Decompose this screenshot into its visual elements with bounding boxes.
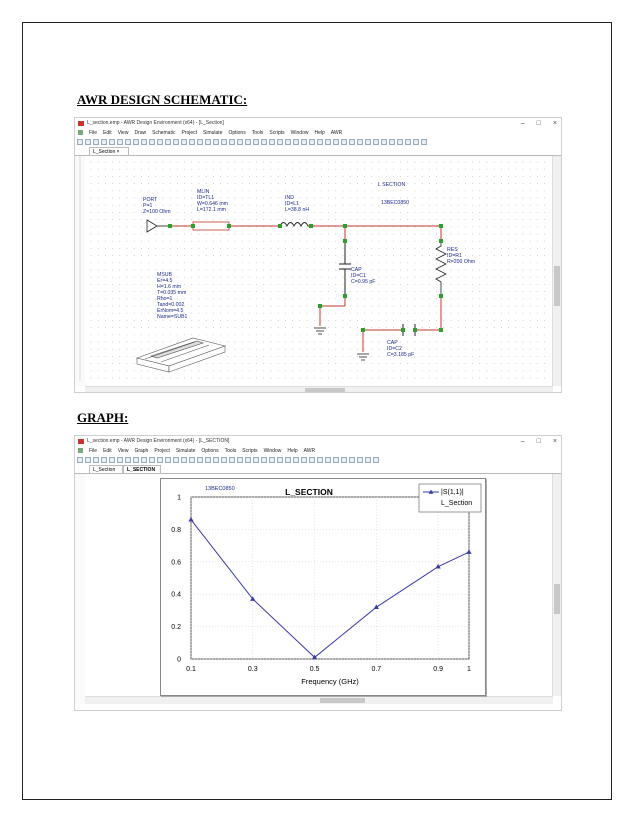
close-button[interactable]: × xyxy=(552,438,557,445)
toolbar-button-icon[interactable] xyxy=(189,139,195,145)
toolbar-button-icon[interactable] xyxy=(389,139,395,145)
menu-bar xyxy=(75,447,561,455)
mlin-label-line: W=0.646 mm xyxy=(197,201,228,207)
toolbar-button-icon[interactable] xyxy=(261,139,267,145)
toolbar-button-icon[interactable] xyxy=(141,457,147,463)
toolbar-button-icon[interactable] xyxy=(277,139,283,145)
toolbar-button-icon[interactable] xyxy=(317,457,323,463)
tab-label: L_SECTION xyxy=(127,467,156,473)
toolbar-button-icon[interactable] xyxy=(293,139,299,145)
menu-item-schematic[interactable]: Schematic xyxy=(152,130,176,136)
toolbar-button-icon[interactable] xyxy=(245,139,251,145)
maximize-button[interactable]: □ xyxy=(536,438,541,445)
toolbar-button-icon[interactable] xyxy=(189,457,195,463)
toolbar-button-icon[interactable] xyxy=(109,457,115,463)
menu-item-view[interactable]: View xyxy=(117,448,129,454)
toolbar-button-icon[interactable] xyxy=(405,139,411,145)
mlin-component[interactable] xyxy=(193,222,229,230)
toolbar-button-icon[interactable] xyxy=(253,457,259,463)
menu-item-tools[interactable]: Tools xyxy=(224,448,237,454)
menu-item-file[interactable]: File xyxy=(89,448,98,454)
toolbar-button-icon[interactable] xyxy=(165,139,171,145)
x-tick-label: 0.1 xyxy=(186,666,196,673)
capacitor-c2-label xyxy=(387,340,414,358)
toolbar-button-icon[interactable] xyxy=(125,457,131,463)
menu-item-help[interactable]: Help xyxy=(287,448,298,454)
toolbar-button-icon[interactable] xyxy=(341,139,347,145)
tab-strip xyxy=(75,465,561,474)
inductor-label xyxy=(285,195,309,213)
toolbar-button-icon[interactable] xyxy=(125,139,131,145)
toolbar-button-icon[interactable] xyxy=(261,457,267,463)
menu-item-file[interactable]: File xyxy=(89,130,98,136)
toolbar-button-icon[interactable] xyxy=(269,139,275,145)
toolbar xyxy=(75,455,561,465)
horizontal-scrollbar[interactable] xyxy=(85,386,553,393)
ground-symbol xyxy=(314,328,326,334)
toolbar-button-icon[interactable] xyxy=(213,457,219,463)
toolbar-button-icon[interactable] xyxy=(285,457,291,463)
mlin-label-line: ID=TL1 xyxy=(197,195,215,201)
toolbar-button-icon[interactable] xyxy=(85,457,91,463)
menu-item-tools[interactable]: Tools xyxy=(251,130,264,136)
minimize-button[interactable]: – xyxy=(520,438,525,445)
y-tick-label: 0 xyxy=(177,656,181,664)
scroll-thumb[interactable] xyxy=(320,698,365,703)
toolbar-button-icon[interactable] xyxy=(205,139,211,145)
toolbar-button-icon[interactable] xyxy=(197,139,203,145)
menu-item-scripts[interactable]: Scripts xyxy=(242,448,258,454)
y-tick-label: 1 xyxy=(177,494,181,502)
tab-strip xyxy=(75,147,561,156)
toolbar-button-icon[interactable] xyxy=(173,457,179,463)
toolbar-button-icon[interactable] xyxy=(349,139,355,145)
toolbar xyxy=(75,137,561,147)
document-icon xyxy=(78,130,83,135)
msub-label-line: Er=4.5 xyxy=(157,278,173,284)
scroll-thumb[interactable] xyxy=(554,584,560,614)
menu-item-awr[interactable]: AWR xyxy=(330,130,343,136)
window-controls xyxy=(509,118,557,129)
toolbar-button-icon[interactable] xyxy=(101,139,107,145)
tab-l-section[interactable]: L_Section × xyxy=(89,147,129,155)
toolbar-button-icon[interactable] xyxy=(221,139,227,145)
toolbar-button-icon[interactable] xyxy=(301,139,307,145)
legend xyxy=(419,484,481,512)
x-tick-label: 0.7 xyxy=(371,666,382,673)
tab-label: L_Section xyxy=(93,149,116,155)
msub-label xyxy=(157,272,188,320)
window-title: L_section.emp - AWR Design Environment (x64) - [L_Section] xyxy=(87,120,224,126)
toolbar-button-icon[interactable] xyxy=(149,139,155,145)
cap2-label-line: CAP xyxy=(387,340,398,346)
x-axis-label: Frequency (GHz) xyxy=(301,677,359,686)
ruler-icon xyxy=(75,156,85,386)
window-title: L_section.emp - AWR Design Environment (x64) - [L_SECTION] xyxy=(87,438,230,444)
s11-chart[interactable] xyxy=(161,479,485,695)
scroll-thumb[interactable] xyxy=(305,388,345,393)
toolbar-button-icon[interactable] xyxy=(181,139,187,145)
left-panel xyxy=(75,156,85,386)
toolbar-button-icon[interactable] xyxy=(373,457,379,463)
roll-number: 13BEC0850 xyxy=(381,200,409,206)
y-tick-label: 0.6 xyxy=(171,559,181,567)
toolbar-button-icon[interactable] xyxy=(245,457,251,463)
toolbar-button-icon[interactable] xyxy=(117,139,123,145)
menu-item-scripts[interactable]: Scripts xyxy=(269,130,285,136)
y-tick-label: 0.2 xyxy=(171,624,181,632)
toolbar-button-icon[interactable] xyxy=(133,457,139,463)
toolbar-button-icon[interactable] xyxy=(237,139,243,145)
toolbar-button-icon[interactable] xyxy=(157,139,163,145)
legend-series-subname: L_Section xyxy=(441,500,473,507)
toolbar-button-icon[interactable] xyxy=(349,457,355,463)
toolbar-button-icon[interactable] xyxy=(77,457,83,463)
menu-bar xyxy=(75,129,561,137)
menu-item-graph[interactable]: Graph xyxy=(134,448,149,454)
toolbar-button-icon[interactable] xyxy=(373,139,379,145)
cap1-label-line: CAP xyxy=(351,267,362,273)
schematic-title: L SECTION xyxy=(378,182,406,188)
wires xyxy=(170,226,441,352)
toolbar-button-icon[interactable] xyxy=(277,457,283,463)
cap2-label-line: C=3.185 pF xyxy=(387,352,415,358)
vertical-scrollbar[interactable] xyxy=(552,474,561,696)
toolbar-button-icon[interactable] xyxy=(365,457,371,463)
toolbar-button-icon[interactable] xyxy=(173,139,179,145)
toolbar-button-icon[interactable] xyxy=(229,139,235,145)
res-label-line: ID=R1 xyxy=(447,253,462,259)
left-panel xyxy=(75,474,85,704)
ground-symbol xyxy=(357,354,369,360)
toolbar-button-icon[interactable] xyxy=(237,457,243,463)
toolbar-button-icon[interactable] xyxy=(133,139,139,145)
scroll-thumb[interactable] xyxy=(554,266,560,306)
tab-l-section-graph[interactable] xyxy=(123,465,161,473)
toolbar-button-icon[interactable] xyxy=(317,139,323,145)
toolbar-button-icon[interactable] xyxy=(397,139,403,145)
schematic-canvas[interactable] xyxy=(85,156,553,386)
toolbar-button-icon[interactable] xyxy=(333,457,339,463)
menu-item-draw[interactable]: Draw xyxy=(134,130,147,136)
horizontal-scrollbar[interactable] xyxy=(85,696,553,704)
ind-label-line: ID=L1 xyxy=(285,201,299,207)
toolbar-button-icon[interactable] xyxy=(333,139,339,145)
maximize-button[interactable]: □ xyxy=(536,120,541,127)
toolbar-button-icon[interactable] xyxy=(77,139,83,145)
title-bar xyxy=(75,118,561,129)
menu-item-view[interactable]: View xyxy=(117,130,129,136)
toolbar-button-icon[interactable] xyxy=(149,457,155,463)
mlin-label xyxy=(197,189,228,213)
plot-area xyxy=(191,497,469,659)
port-symbol[interactable] xyxy=(147,220,170,232)
toolbar-button-icon[interactable] xyxy=(413,139,419,145)
x-tick-label: 0.5 xyxy=(309,666,320,673)
cap1-label-line: C=0.95 pF xyxy=(351,279,376,285)
msub-label-line: T=0.035 mm xyxy=(157,290,187,296)
ind-label-line: L=38.8 nH xyxy=(285,207,310,213)
msub-label-line: Name=SUB1 xyxy=(157,314,188,320)
capacitor-c1-symbol[interactable] xyxy=(339,241,351,296)
toolbar-button-icon[interactable] xyxy=(357,139,363,145)
tab-l-section[interactable] xyxy=(89,465,123,473)
toolbar-button-icon[interactable] xyxy=(213,139,219,145)
port-label-line: Z=100 Ohm xyxy=(143,209,171,215)
toolbar-button-icon[interactable] xyxy=(381,139,387,145)
inductor-symbol[interactable] xyxy=(280,223,311,227)
toolbar-button-icon[interactable] xyxy=(325,139,331,145)
mlin-label-line: MLIN xyxy=(197,189,210,195)
menu-item-edit[interactable]: Edit xyxy=(103,448,112,454)
menu-item-project[interactable]: Project xyxy=(181,130,198,136)
toolbar-button-icon[interactable] xyxy=(421,139,427,145)
toolbar-button-icon[interactable] xyxy=(101,457,107,463)
x-tick-label: 0.9 xyxy=(433,666,443,673)
toolbar-button-icon[interactable] xyxy=(205,457,211,463)
menu-item-simulate[interactable]: Simulate xyxy=(203,130,223,136)
node-markers xyxy=(168,224,443,332)
toolbar-button-icon[interactable] xyxy=(341,457,347,463)
app-icon xyxy=(78,439,84,444)
toolbar-button-icon[interactable] xyxy=(229,457,235,463)
toolbar-button-icon[interactable] xyxy=(141,139,147,145)
toolbar-button-icon[interactable] xyxy=(157,457,163,463)
menu-item-options[interactable]: Options xyxy=(228,130,246,136)
app-icon xyxy=(78,121,84,126)
msub-label-line: Tand=0.002 xyxy=(157,302,185,308)
res-label-line: R=200 Ohm xyxy=(447,259,476,265)
menu-item-awr[interactable]: AWR xyxy=(303,448,316,454)
legend-series-name: |S(1,1)| xyxy=(441,489,464,496)
graph-window xyxy=(74,435,562,711)
toolbar-button-icon[interactable] xyxy=(357,457,363,463)
substrate-icon xyxy=(137,338,225,372)
menu-item-help[interactable]: Help xyxy=(314,130,325,136)
toolbar-button-icon[interactable] xyxy=(301,457,307,463)
resistor-label xyxy=(447,247,475,265)
toolbar-button-icon[interactable] xyxy=(197,457,203,463)
menu-item-options[interactable]: Options xyxy=(201,448,219,454)
toolbar-button-icon[interactable] xyxy=(293,457,299,463)
port-label-line: PORT xyxy=(143,197,158,203)
minimize-button[interactable]: – xyxy=(520,120,525,127)
toolbar-button-icon[interactable] xyxy=(365,139,371,145)
toolbar-button-icon[interactable] xyxy=(221,457,227,463)
cap1-label-line: ID=C1 xyxy=(351,273,366,279)
chart-title: L_SECTION xyxy=(285,487,333,497)
graph-heading: GRAPH: xyxy=(77,410,129,425)
res-label-line: RES xyxy=(447,247,458,253)
toolbar-button-icon[interactable] xyxy=(309,139,315,145)
title-bar xyxy=(75,436,561,447)
menu-item-edit[interactable]: Edit xyxy=(103,130,112,136)
schematic-window xyxy=(74,117,562,393)
menu-item-window[interactable]: Window xyxy=(263,448,282,454)
toolbar-button-icon[interactable] xyxy=(325,457,331,463)
toolbar-button-icon[interactable] xyxy=(85,139,91,145)
toolbar-button-icon[interactable] xyxy=(117,457,123,463)
tab-label: L_Section xyxy=(93,467,116,473)
graph-frame xyxy=(160,478,486,696)
menu-item-window[interactable]: Window xyxy=(290,130,309,136)
menu-item-simulate[interactable]: Simulate xyxy=(175,448,196,454)
mlin-label-line: L=172.1 mm xyxy=(197,207,226,213)
msub-label-line: Rho=1 xyxy=(157,296,173,302)
toolbar-button-icon[interactable] xyxy=(181,457,187,463)
vertical-scrollbar[interactable] xyxy=(552,156,561,386)
y-tick-label: 0.4 xyxy=(171,591,181,599)
toolbar-button-icon[interactable] xyxy=(93,139,99,145)
y-tick-label: 0.8 xyxy=(171,526,181,534)
close-button[interactable]: × xyxy=(552,120,557,127)
msub-label-line: ErNom=4.5 xyxy=(157,308,184,314)
toolbar-button-icon[interactable] xyxy=(93,457,99,463)
msub-label-line: H=1.6 mm xyxy=(157,284,182,290)
toolbar-button-icon[interactable] xyxy=(253,139,259,145)
ind-label-line: IND xyxy=(285,195,294,201)
toolbar-button-icon[interactable] xyxy=(309,457,315,463)
document-icon xyxy=(78,448,83,453)
x-tick-label: 1 xyxy=(467,666,471,673)
toolbar-button-icon[interactable] xyxy=(109,139,115,145)
toolbar-button-icon[interactable] xyxy=(165,457,171,463)
port-label xyxy=(143,197,171,215)
port-label-line: P=1 xyxy=(143,203,153,209)
resistor-symbol[interactable] xyxy=(436,241,446,296)
toolbar-button-icon[interactable] xyxy=(269,457,275,463)
menu-item-project[interactable]: Project xyxy=(154,448,170,454)
cap2-label-line: ID=C2 xyxy=(387,346,402,352)
x-tick-label: 0.3 xyxy=(247,666,258,673)
chart-annotation: 13BEC0850 xyxy=(205,486,235,492)
dot-grid xyxy=(91,162,546,379)
window-controls xyxy=(509,436,557,447)
schematic-heading: AWR DESIGN SCHEMATIC: xyxy=(77,92,248,107)
msub-label-line: MSUB xyxy=(157,272,172,278)
toolbar-button-icon[interactable] xyxy=(285,139,291,145)
